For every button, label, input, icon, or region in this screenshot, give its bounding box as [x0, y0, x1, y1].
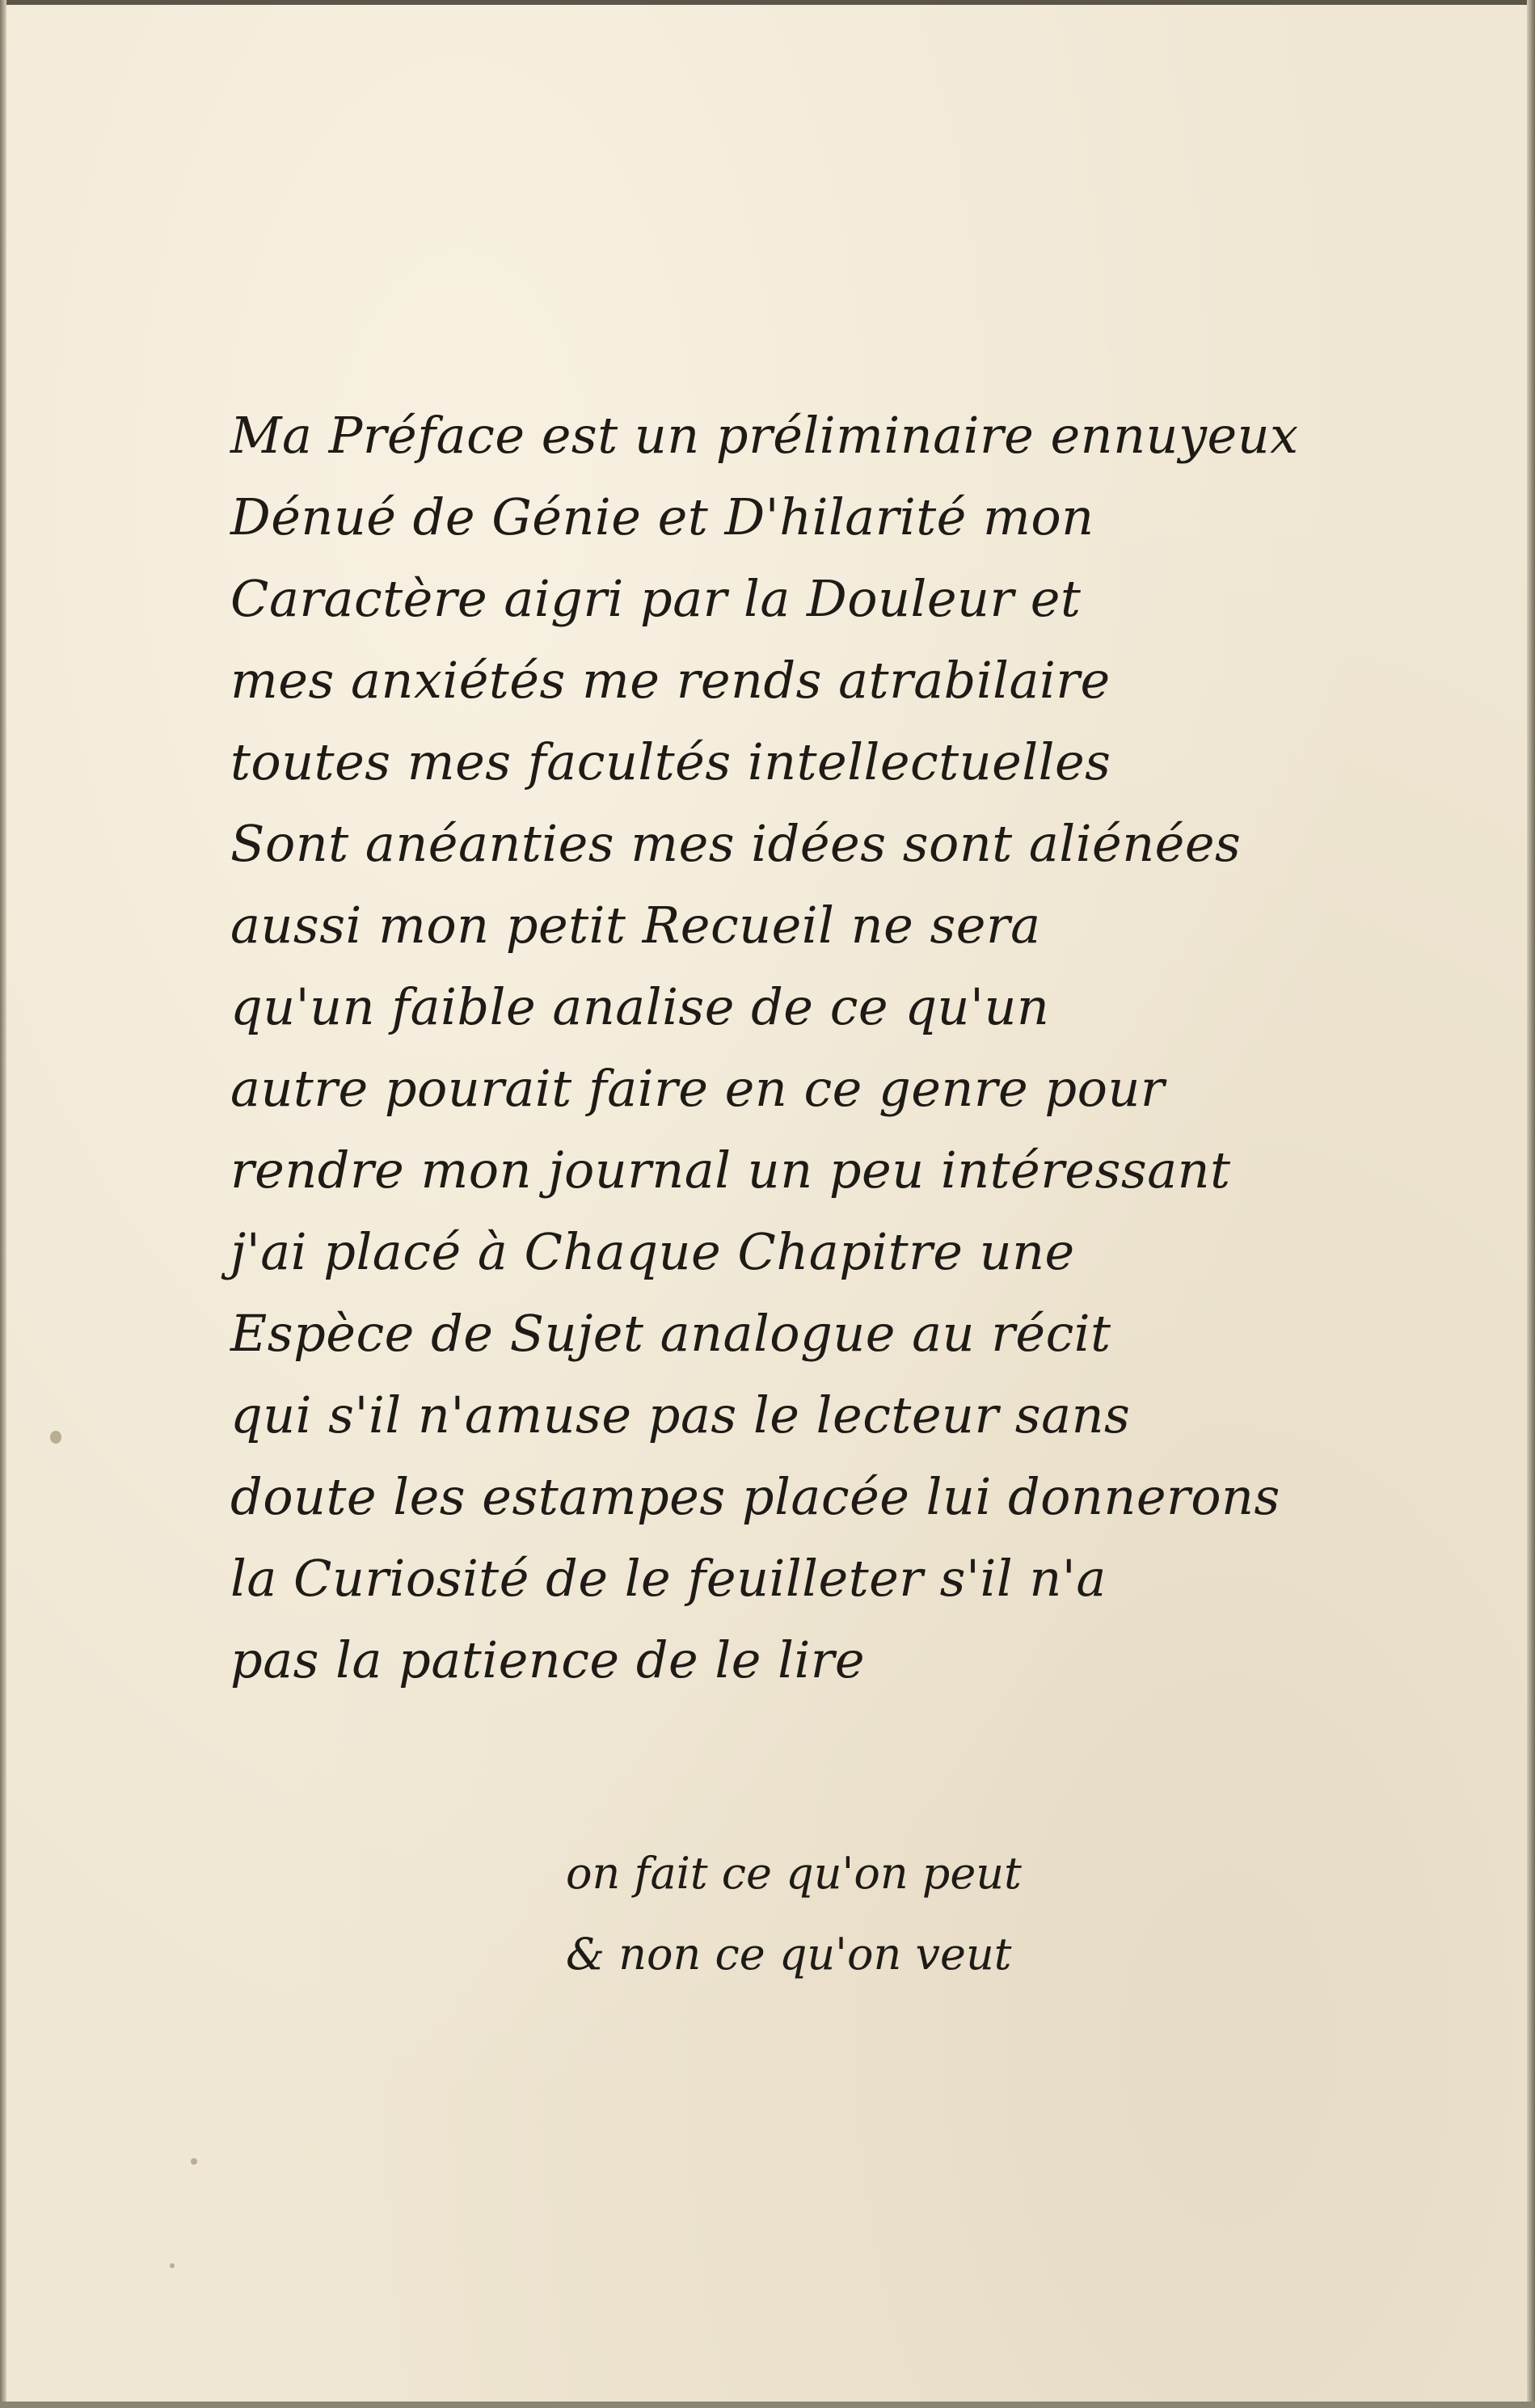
- preface-line: Sont anéanties mes idées sont aliénées: [230, 814, 1242, 873]
- preface-line: mes anxiétés me rends atrabilaire: [230, 651, 1111, 710]
- preface-line: doute les estampes placée lui donnerons: [230, 1467, 1280, 1526]
- preface-text: [230, 394, 1475, 1701]
- page-edge-right: [1527, 0, 1535, 2408]
- preface-line: Dénué de Génie et D'hilarité mon: [230, 487, 1094, 546]
- preface-line: j'ai placé à Chaque Chapitre une: [230, 1222, 1075, 1281]
- preface-line: qu'un faible analise de ce qu'un: [230, 977, 1050, 1036]
- preface-line: Caractère aigri par la Douleur et: [230, 569, 1082, 628]
- closing-motto: [566, 1833, 1212, 1995]
- preface-line: qui s'il n'amuse pas le lecteur sans: [230, 1385, 1131, 1444]
- preface-line: pas la patience de le lire: [230, 1630, 866, 1689]
- preface-line: Espèce de Sujet analogue au récit: [230, 1304, 1111, 1363]
- motto-line: on fait ce qu'on peut: [566, 1848, 1022, 1899]
- preface-line: la Curiosité de le feuilleter s'il n'a: [230, 1549, 1107, 1608]
- page-edge-bottom: [0, 2402, 1535, 2408]
- paper-speck: [170, 2263, 175, 2268]
- page-edge-left: [0, 0, 6, 2408]
- preface-line: Ma Préface est un préliminaire ennuyeux: [230, 406, 1299, 465]
- paper-speck: [191, 2158, 197, 2165]
- preface-line: rendre mon journal un peu intéressant: [230, 1141, 1231, 1200]
- paper-speck: [50, 1431, 61, 1444]
- page-edge-top: [0, 0, 1535, 5]
- preface-line: aussi mon petit Recueil ne sera: [230, 896, 1041, 955]
- preface-line: toutes mes facultés intellectuelles: [230, 732, 1111, 791]
- motto-line: & non ce qu'on veut: [566, 1929, 1012, 1980]
- preface-line: autre pourait faire en ce genre pour: [230, 1059, 1166, 1118]
